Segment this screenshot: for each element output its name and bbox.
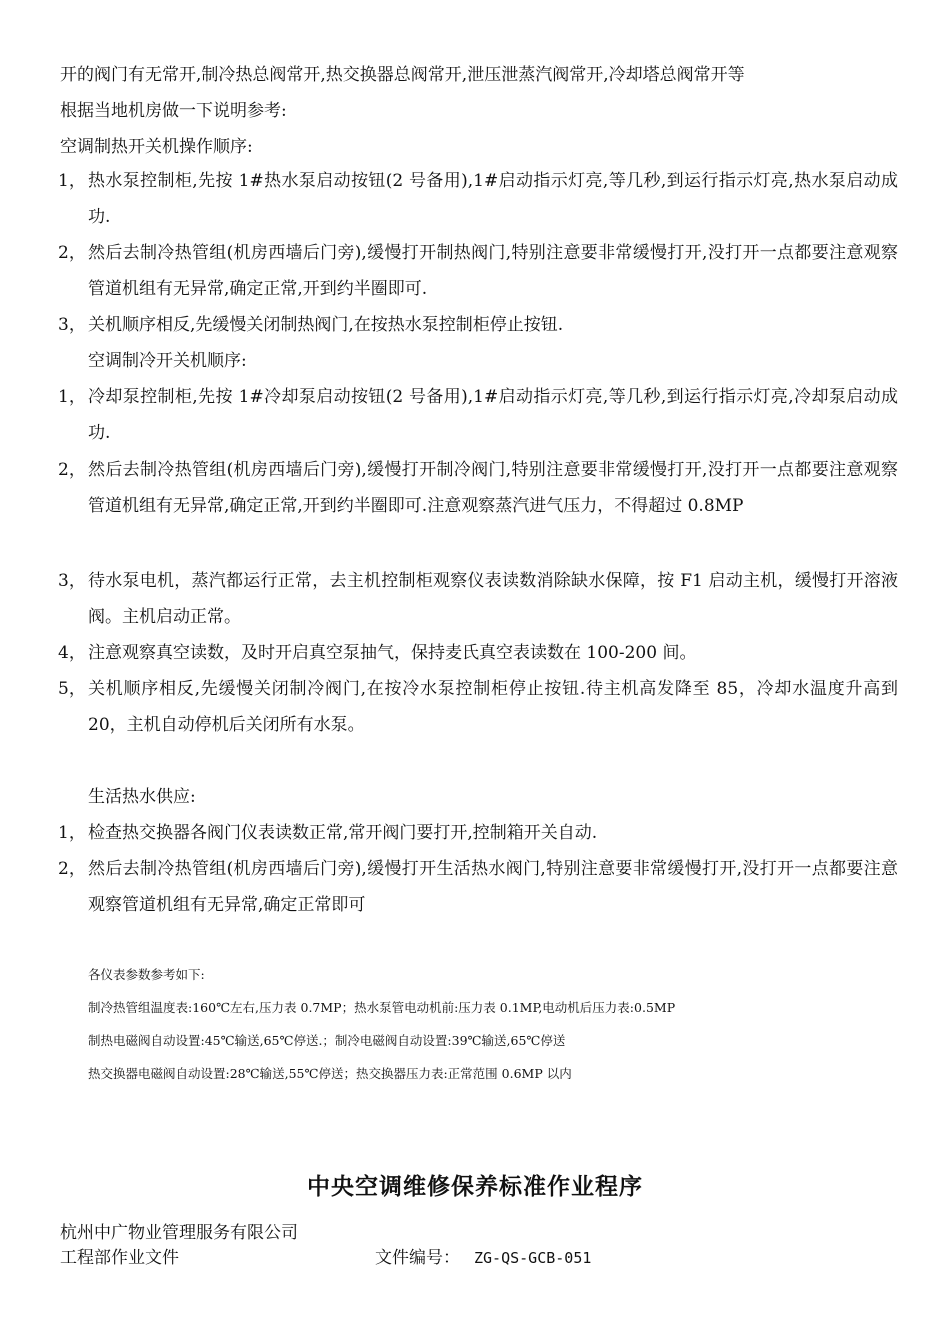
step-number: 2， — [58, 460, 86, 480]
step-number: 4， — [58, 643, 86, 663]
params-title: 各仪表参数参考如下: — [88, 967, 205, 982]
step-number: 3， — [58, 571, 86, 591]
file-number-value: ZG-QS-GCB-051 — [474, 1249, 592, 1267]
cooling-step-2 — [58, 452, 898, 524]
step-text: 冷却泵控制柜,先按 1#冷却泵启动按钮(2 号备用),1#启动指示灯亮,等几秒,到运行指示灯亮,冷却泵启动成功. — [88, 387, 898, 443]
step-number: 1， — [58, 387, 86, 407]
step-text: 注意观察真空读数，及时开启真空泵抽气，保持麦氏真空表读数在 100-200 间。 — [88, 643, 697, 663]
heating-step-2 — [58, 235, 898, 307]
heating-section-title: 空调制热开关机操作顺序: — [60, 137, 253, 157]
hotwater-step-2 — [58, 851, 898, 923]
company-name: 杭州中广物业管理服务有限公司 — [60, 1223, 298, 1243]
cooling-step-4 — [58, 635, 898, 671]
document-title: 中央空调维修保养标准作业程序 — [307, 1173, 643, 1200]
step-text: 检查热交换器各阀门仪表读数正常,常开阀门要打开,控制箱开关自动. — [88, 823, 598, 843]
file-number-label: 文件编号： — [375, 1248, 460, 1268]
step-text: 然后去制冷热管组(机房西墙后门旁),缓慢打开制热阀门,特别注意要非常缓慢打开,没打开一点都要注意观察管道机组有无异常,确定正常,开到约半圈即可. — [88, 243, 898, 299]
file-number — [375, 1247, 591, 1269]
cooling-step-1 — [58, 379, 898, 451]
params-line-2: 制热电磁阀自动设置:45℃输送,65℃停送.；制冷电磁阀自动设置:39℃输送,65℃停送 — [88, 1033, 566, 1048]
heating-step-3 — [58, 307, 898, 343]
intro-line-1: 开的阀门有无常开,制冷热总阀常开,热交换器总阀常开,泄压泄蒸汽阀常开,冷却塔总阀常开等 — [60, 65, 745, 85]
heating-step-1 — [58, 163, 898, 235]
step-text: 关机顺序相反,先缓慢关闭制冷阀门,在按冷水泵控制柜停止按钮.待主机高发降至 85，冷却水温度升高到 20，主机自动停机后关闭所有水泵。 — [88, 679, 898, 735]
step-number: 3， — [58, 315, 86, 335]
step-text: 待水泵电机，蒸汽都运行正常，去主机控制柜观察仪表读数消除缺水保障，按 F1 启动主机，缓慢打开溶液阀。主机启动正常。 — [88, 571, 898, 627]
params-line-1: 制冷热管组温度表:160℃左右,压力表 0.7MP；热水泵管电动机前:压力表 0.1MP,电动机后压力表:0.5MP — [88, 1000, 676, 1015]
params-line-3: 热交换器电磁阀自动设置:28℃输送,55℃停送；热交换器压力表:正常范围 0.6MP 以内 — [88, 1066, 572, 1081]
step-text: 然后去制冷热管组(机房西墙后门旁),缓慢打开生活热水阀门,特别注意要非常缓慢打开,没打开一点都要注意观察管道机组有无异常,确定正常即可 — [88, 859, 898, 915]
cooling-step-5 — [58, 671, 898, 743]
step-text: 然后去制冷热管组(机房西墙后门旁),缓慢打开制冷阀门,特别注意要非常缓慢打开,没打开一点都要注意观察管道机组有无异常,确定正常,开到约半圈即可.注意观察蒸汽进气压力，不得超过 0.8MP — [88, 460, 898, 516]
step-number: 1， — [58, 823, 86, 843]
hotwater-section-title: 生活热水供应: — [88, 787, 196, 807]
step-number: 1， — [58, 171, 86, 191]
intro-line-2: 根据当地机房做一下说明参考: — [60, 101, 287, 121]
step-number: 2， — [58, 243, 86, 263]
cooling-step-3 — [58, 563, 898, 635]
step-number: 5， — [58, 679, 86, 699]
step-text: 热水泵控制柜,先按 1#热水泵启动按钮(2 号备用),1#启动指示灯亮,等几秒,到运行指示灯亮,热水泵启动成功. — [88, 171, 898, 227]
department-name: 工程部作业文件 — [60, 1248, 179, 1268]
cooling-section-title: 空调制冷开关机顺序: — [88, 351, 247, 371]
step-number: 2， — [58, 859, 86, 879]
hotwater-step-1 — [58, 815, 898, 851]
step-text: 关机顺序相反,先缓慢关闭制热阀门,在按热水泵控制柜停止按钮. — [88, 315, 564, 335]
